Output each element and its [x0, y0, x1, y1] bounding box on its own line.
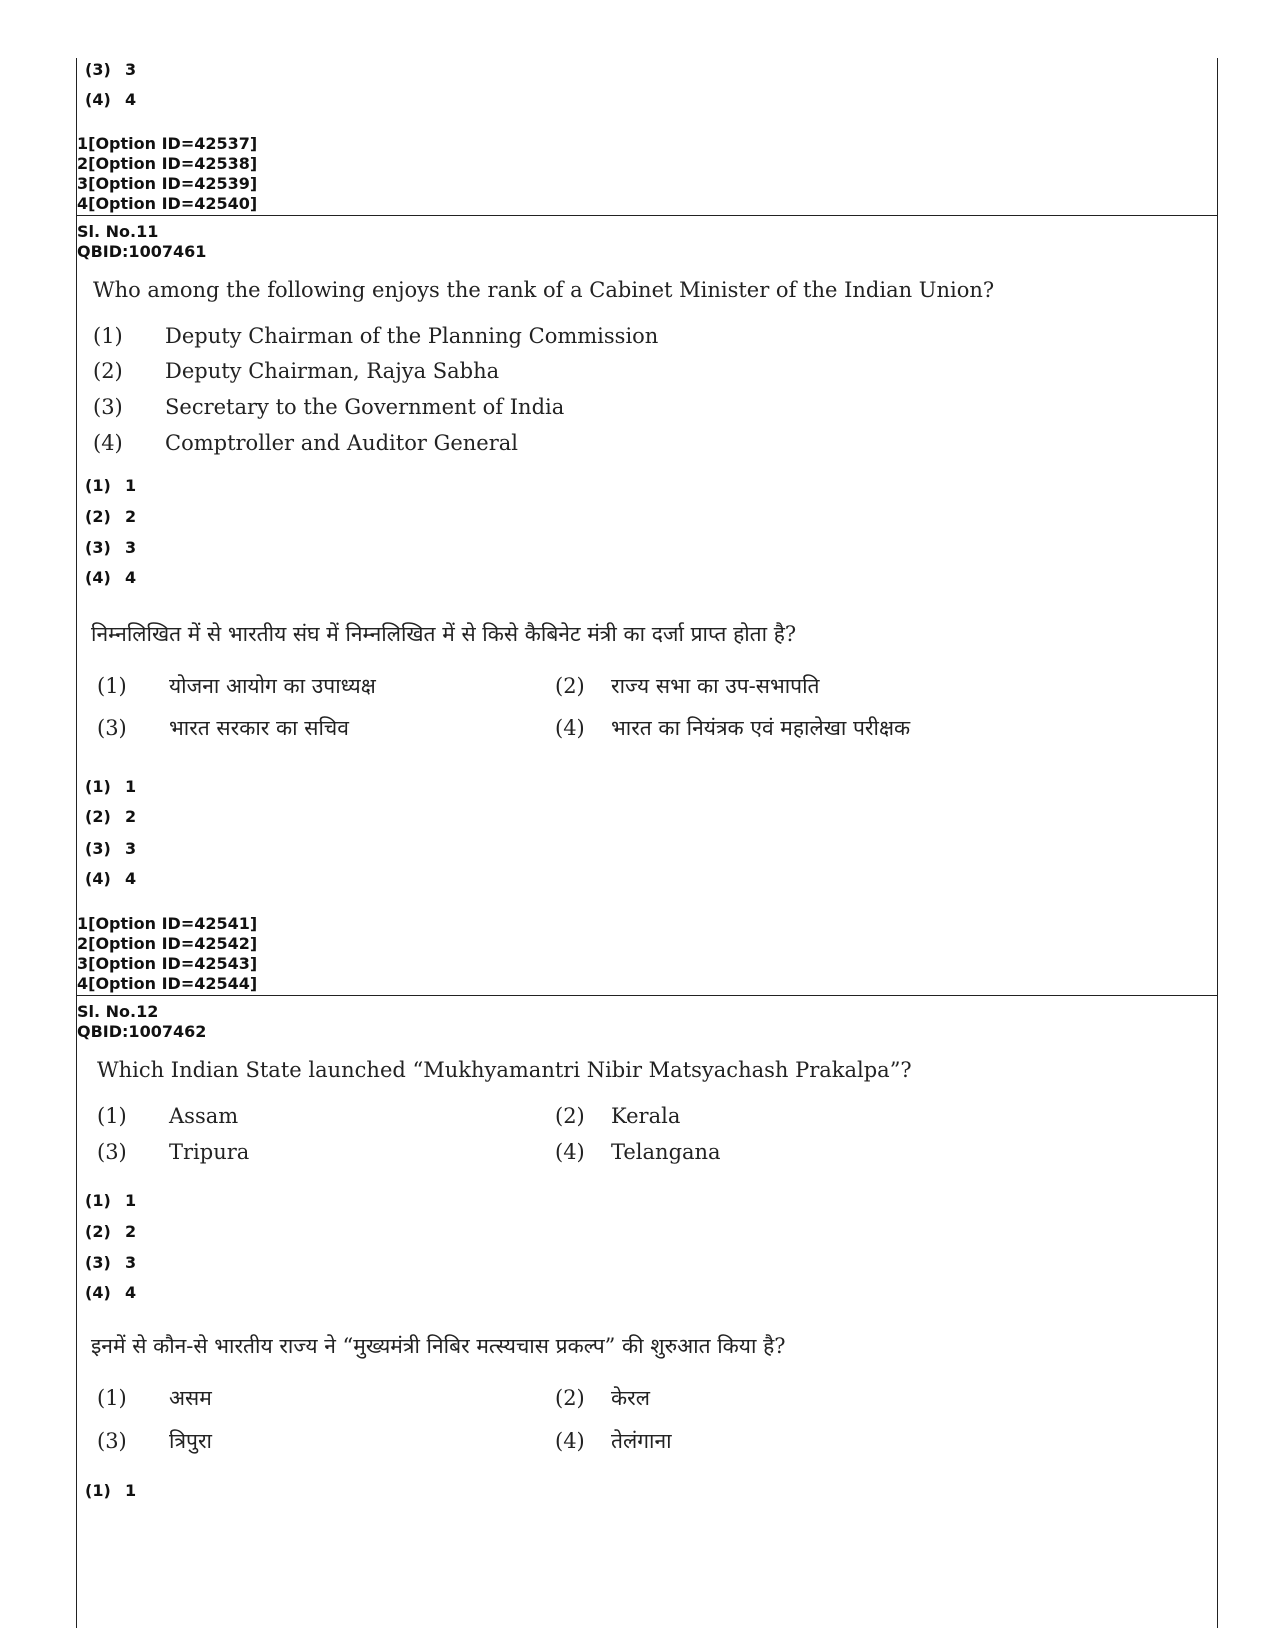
option-hi: (4) भारत का नियंत्रक एवं महालेखा परीक्षक: [555, 716, 911, 740]
option-en: (2) Kerala: [555, 1104, 681, 1128]
question-text-hi: निम्नलिखित में से भारतीय संघ में निम्नलिखित में से किसे कैबिनेट मंत्री का दर्जा प्राप्त होता है?: [91, 622, 797, 646]
question-text-en: Who among the following enjoys the rank of a Cabinet Minister of the Indian Union?: [93, 278, 995, 302]
option-en: (3) Secretary to the Government of India: [93, 395, 565, 419]
answer-line: (3) 3: [85, 60, 137, 79]
option-hi: (1) असम: [97, 1386, 212, 1410]
answer-line: (4) 4: [85, 90, 137, 109]
answer-line: (4) 4: [85, 869, 137, 888]
section-divider: [77, 215, 1217, 216]
option-en: (2) Deputy Chairman, Rajya Sabha: [93, 359, 500, 383]
question-header: [77, 1002, 206, 1042]
option-en: (1) Assam: [97, 1104, 239, 1128]
answer-line: (4) 4: [85, 1283, 137, 1302]
option-en: (4) Comptroller and Auditor General: [93, 431, 519, 455]
option-hi: (2) केरल: [555, 1386, 650, 1410]
serial-number: Sl. No.11: [77, 222, 159, 241]
option-en: (4) Telangana: [555, 1140, 721, 1164]
answer-line: (1) 1: [85, 1481, 137, 1500]
answer-line: (2) 2: [85, 807, 137, 826]
option-id-list: 1[Option ID=42537] 2[Option ID=42538] 3[Option ID=42539] 4[Option ID=42540]: [77, 134, 258, 213]
option-hi: (2) राज्य सभा का उप-सभापति: [555, 674, 820, 698]
question-text-en: Which Indian State launched “Mukhyamantri Nibir Matsyachash Prakalpa”?: [97, 1058, 912, 1082]
question-header: [77, 222, 206, 262]
section-divider: [77, 995, 1217, 996]
option-en: (1) Deputy Chairman of the Planning Commission: [93, 324, 659, 348]
option-hi: (3) त्रिपुरा: [97, 1429, 212, 1453]
option-hi: (4) तेलंगाना: [555, 1429, 672, 1453]
answer-line: (3) 3: [85, 538, 137, 557]
option-hi: (1) योजना आयोग का उपाध्यक्ष: [97, 674, 376, 698]
answer-line: (3) 3: [85, 1253, 137, 1272]
answer-line: (4) 4: [85, 568, 137, 587]
answer-line: (3) 3: [85, 839, 137, 858]
option-id-list: 1[Option ID=42541] 2[Option ID=42542] 3[Option ID=42543] 4[Option ID=42544]: [77, 914, 258, 993]
serial-number: Sl. No.12: [77, 1002, 159, 1021]
document-frame: [76, 58, 1218, 1628]
option-hi: (3) भारत सरकार का सचिव: [97, 716, 349, 740]
answer-line: (2) 2: [85, 1222, 137, 1241]
answer-line: (1) 1: [85, 476, 137, 495]
answer-line: (1) 1: [85, 777, 137, 796]
option-en: (3) Tripura: [97, 1140, 250, 1164]
question-text-hi: इनमें से कौन-से भारतीय राज्य ने “मुख्यमंत्री निबिर मत्स्यचास प्रकल्प” की शुरुआत किया है?: [91, 1334, 786, 1358]
answer-line: (2) 2: [85, 507, 137, 526]
qbid: QBID:1007462: [77, 1022, 207, 1041]
answer-line: (1) 1: [85, 1191, 137, 1210]
qbid: QBID:1007461: [77, 242, 207, 261]
